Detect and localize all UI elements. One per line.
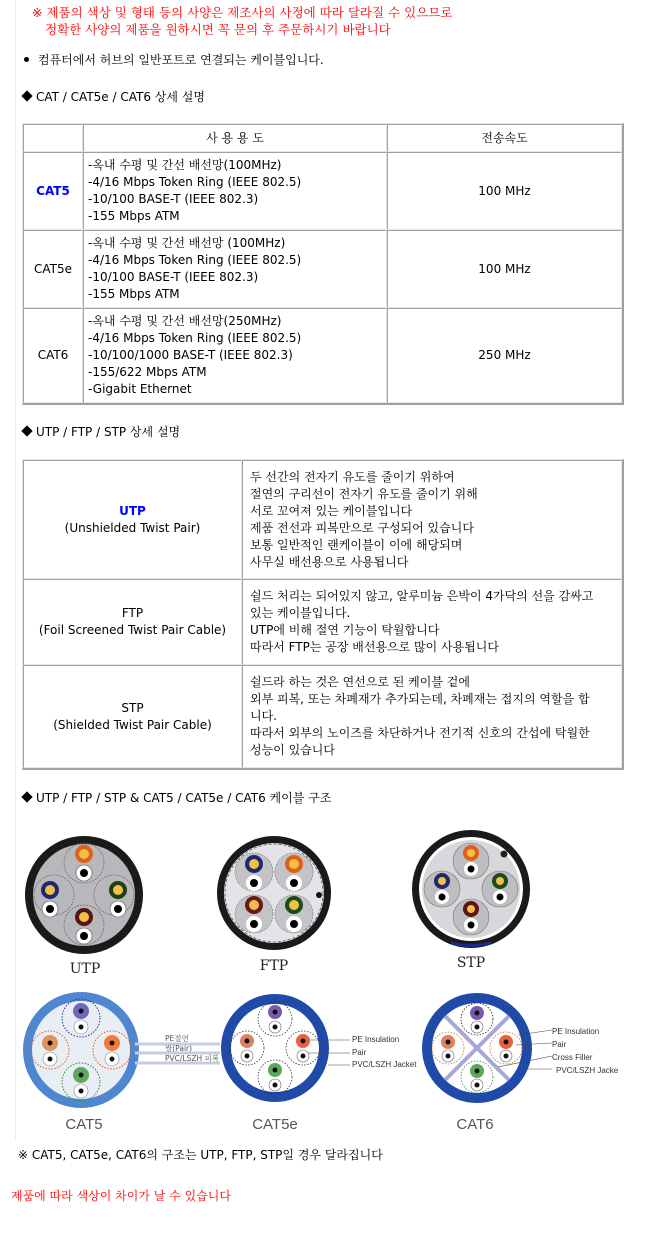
table-row xyxy=(23,579,622,665)
table-row xyxy=(23,230,622,308)
callout-label: PE절연 xyxy=(165,1034,189,1043)
usage-line: -155 Mbps ATM xyxy=(88,287,180,301)
shield-type-name: STP xyxy=(121,700,144,715)
usage-line: -155/622 Mbps ATM xyxy=(88,365,207,379)
diamond-bullet-icon xyxy=(21,425,32,436)
cat5e-callouts xyxy=(352,1034,416,1072)
desc-line: 따라서 FTP는 공장 배선용으로 많이 사용됩니다 xyxy=(250,640,499,654)
notice xyxy=(32,4,452,38)
header-cell-usage: 사 용 용 도 xyxy=(83,124,387,152)
table-row xyxy=(23,308,622,403)
usage-line: -Gigabit Ethernet xyxy=(88,382,192,396)
cat6-diagram-label: CAT6 xyxy=(456,1116,494,1133)
bullet-icon xyxy=(24,57,29,62)
stp-diagram-label: STP xyxy=(456,955,486,971)
callout-label: PVC/LSZH Jacket xyxy=(352,1060,417,1069)
desc-line: 니다. xyxy=(250,709,277,723)
ftp-cable-cross-section xyxy=(215,834,333,952)
diamond-bullet-icon xyxy=(21,791,32,802)
usage-line: -옥내 수평 및 간선 배선망 (100MHz) xyxy=(88,236,286,250)
shield-spec-table xyxy=(22,459,624,770)
desc-line: 있는 케이블입니다. xyxy=(250,606,351,620)
usage-cell xyxy=(83,308,387,403)
desc-line: 서로 꼬여져 있는 케이블입니다 xyxy=(250,503,413,518)
shield-name-cell xyxy=(23,460,242,579)
desc-line: 절연의 구리선이 전자기 유도를 줄이기 위해 xyxy=(250,486,478,501)
shield-type-name: FTP xyxy=(121,606,144,620)
callout-label: PE Insulation xyxy=(352,1035,400,1044)
table-row xyxy=(23,460,622,579)
cat5e-diagram-label: CAT5e xyxy=(252,1116,298,1133)
speed-cell: 100 MHz xyxy=(387,230,622,308)
utp-cable-cross-section xyxy=(22,833,146,957)
desc-line: 쉴드 처리는 되어있지 않고, 알루미늄 은박이 4가닥의 선을 감싸고 xyxy=(250,589,594,603)
cat-name-cell: CAT5 xyxy=(23,152,83,230)
shield-type-fullname: (Unshielded Twist Pair) xyxy=(64,520,201,535)
speed-cell: 100 MHz xyxy=(387,152,622,230)
color-variance-notice: 제품에 따라 색상이 차이가 날 수 있습니다 xyxy=(11,1189,231,1203)
shield-section-heading xyxy=(20,423,180,440)
notice-line-2: 정확한 사양의 제품을 원하시면 꼭 문의 후 주문하시기 바랍니다 xyxy=(45,22,391,37)
shield-section-heading-text: UTP / FTP / STP 상세 설명 xyxy=(36,425,181,439)
cat5-callouts xyxy=(165,1034,219,1064)
usage-cell xyxy=(83,230,387,308)
shield-desc-cell xyxy=(242,579,622,665)
desc-line: 따라서 외부의 노이즈를 차단하거나 전기적 신호의 간섭에 탁월한 xyxy=(250,726,590,740)
table-row xyxy=(23,152,622,230)
callout-label: Pair xyxy=(352,1047,367,1057)
cat6-callouts xyxy=(552,1025,618,1077)
callout-label: Cross Filler xyxy=(552,1053,593,1062)
desc-line: 보통 일반적인 랜케이블이 이에 해당되며 xyxy=(250,537,463,552)
usage-line: -10/100 BASE-T (IEEE 802.3) xyxy=(88,270,259,284)
callout-label: PVC/LSZH Jacke xyxy=(556,1066,619,1075)
usage-line: -옥내 수평 및 간선 배선망(100MHz) xyxy=(88,158,282,172)
shield-type-name: UTP xyxy=(119,503,146,518)
header-cell-speed: 전송속도 xyxy=(387,124,622,152)
table-row xyxy=(23,665,622,768)
cat-spec-table xyxy=(22,123,624,405)
diamond-bullet-icon xyxy=(21,90,32,101)
desc-line: 두 선간의 전자기 유도를 줄이기 위하여 xyxy=(250,469,455,484)
desc-line: 제품 전선과 피복만으로 구성되어 있습니다 xyxy=(250,520,474,535)
cat-section-heading xyxy=(20,88,205,105)
shield-type-fullname: (Shielded Twist Pair Cable) xyxy=(53,717,212,732)
header-cell-blank xyxy=(23,124,83,152)
usage-line: -옥내 수평 및 간선 배선망(250MHz) xyxy=(88,314,282,328)
usage-line: -4/16 Mbps Token Ring (IEEE 802.5) xyxy=(88,331,302,345)
utp-diagram-label: UTP xyxy=(69,961,101,977)
shield-desc-cell xyxy=(242,665,622,768)
cat-name-cell: CAT6 xyxy=(23,308,83,403)
shield-desc-cell xyxy=(242,460,622,579)
structure-footnote: ※ CAT5, CAT5e, CAT6의 구조는 UTP, FTP, STP일 경우 달라집니다 xyxy=(18,1148,383,1162)
desc-line: 외부 피복, 또는 차폐재가 추가되는데, 차폐재는 접지의 역할을 합 xyxy=(250,692,590,706)
intro-bullet xyxy=(24,51,324,68)
usage-line: -10/100/1000 BASE-T (IEEE 802.3) xyxy=(88,348,293,362)
notice-line-1: ※ 제품의 색상 및 형태 등의 사양은 제조사의 사정에 따라 달라질 수 있으므로 xyxy=(32,5,453,20)
structure-section-heading xyxy=(20,789,331,806)
usage-line: -4/16 Mbps Token Ring (IEEE 802.5) xyxy=(88,175,302,189)
cat5-diagram-label: CAT5 xyxy=(65,1116,103,1133)
shield-type-fullname: (Foil Screened Twist Pair Cable) xyxy=(38,623,227,637)
desc-line: 사무실 배선용으로 사용됩니다 xyxy=(250,554,409,569)
cat-section-heading-text: CAT / CAT5e / CAT6 상세 설명 xyxy=(36,90,205,104)
desc-line: UTP에 비해 절연 기능이 탁월합니다 xyxy=(250,623,440,637)
shield-name-cell xyxy=(23,665,242,768)
structure-section-heading-text: UTP / FTP / STP & CAT5 / CAT5e / CAT6 케이블 구조 xyxy=(36,791,332,805)
usage-cell xyxy=(83,152,387,230)
intro-text: 컴퓨터에서 허브의 일반포트로 연결되는 케이블입니다. xyxy=(38,53,324,67)
cat-name-cell: CAT5e xyxy=(23,230,83,308)
desc-line: 성능이 있습니다 xyxy=(250,743,335,757)
desc-line: 쉴드라 하는 것은 연선으로 된 케이블 겉에 xyxy=(250,675,470,689)
callout-label: 쌍(Pair) xyxy=(165,1044,193,1053)
callout-label: PE Insulation xyxy=(552,1027,600,1036)
ftp-diagram-label: FTP xyxy=(259,958,289,974)
usage-line: -4/16 Mbps Token Ring (IEEE 802.5) xyxy=(88,253,302,267)
shield-name-cell xyxy=(23,579,242,665)
usage-line: -10/100 BASE-T (IEEE 802.3) xyxy=(88,192,259,206)
speed-cell: 250 MHz xyxy=(387,308,622,403)
table-header-row xyxy=(23,124,622,152)
usage-line: -155 Mbps ATM xyxy=(88,209,180,223)
callout-label: PVC/LSZH 피복 xyxy=(165,1054,220,1063)
callout-label: Pair xyxy=(552,1040,567,1049)
left-margin-rule xyxy=(15,0,16,1140)
stp-cable-cross-section xyxy=(411,829,531,949)
